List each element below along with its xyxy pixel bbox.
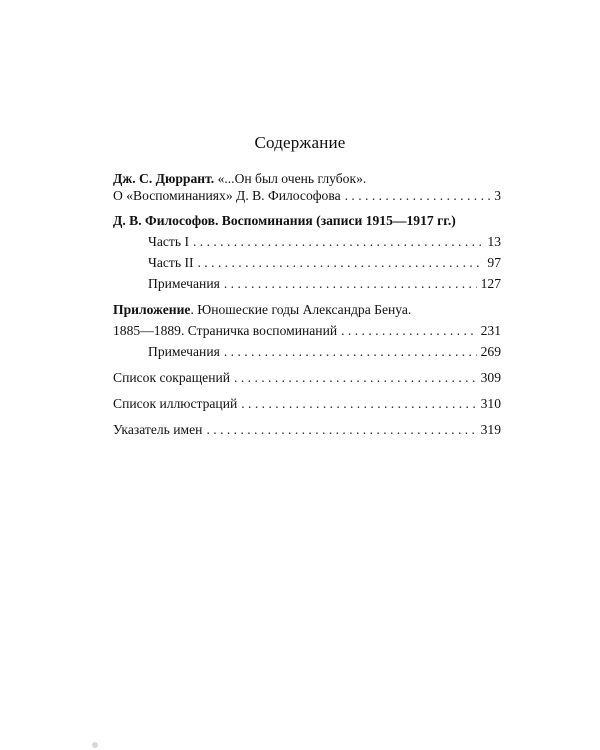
toc-page-number: 3 (494, 188, 501, 203)
toc-entry-label: Список сокращений (113, 370, 231, 385)
toc-entry-part-1[interactable] (113, 233, 501, 250)
toc-entry-filosofov-heading[interactable] (113, 212, 501, 229)
toc-entry-label: Примечания (148, 344, 220, 359)
toc-entry-label: Список иллюстраций (113, 396, 238, 411)
toc-entry-illustrations[interactable] (113, 395, 501, 412)
toc-entry-appendix-title: . Юношеские годы Александра Бенуа. (190, 302, 412, 317)
toc-entry-label: Примечания (148, 276, 220, 291)
toc-entry-index[interactable] (113, 421, 501, 438)
dot-leader (345, 187, 491, 204)
dot-leader (341, 322, 476, 339)
toc-page-number: 127 (480, 276, 501, 291)
dot-leader (241, 395, 476, 412)
toc-entry-label: Часть II (148, 255, 194, 270)
toc-entry-durrant-line1[interactable] (113, 170, 501, 187)
page-title: Содержание (254, 133, 346, 152)
toc-page-number: 13 (487, 234, 501, 249)
toc-page-number: 231 (480, 323, 501, 338)
toc-entry-durrant-title: «...Он был очень глубок». (217, 171, 367, 186)
toc-section-heading: Д. В. Философов. Воспоминания (записи 1915—1917 гг.) (113, 213, 456, 228)
toc-page-number: 310 (480, 396, 501, 411)
toc-entry-part-2[interactable] (113, 254, 501, 271)
toc-entry-notes-1[interactable] (113, 275, 501, 292)
table-of-contents (113, 170, 501, 438)
toc-entry-durrant-author: Дж. С. Дюррант. (113, 171, 215, 186)
toc-entry-label: Часть I (148, 234, 189, 249)
dot-leader (198, 254, 484, 271)
toc-entry-label: Указатель имен (113, 422, 203, 437)
toc-entry-appendix-subtitle: 1885—1889. Страничка воспоминаний (113, 323, 338, 338)
toc-page-number: 269 (480, 344, 501, 359)
toc-page-number: 319 (480, 422, 501, 437)
scan-mark (92, 742, 98, 748)
toc-entry-abbreviations[interactable] (113, 369, 501, 386)
toc-entry-notes-2[interactable] (113, 343, 501, 360)
toc-page-number: 97 (487, 255, 501, 270)
dot-leader (206, 421, 476, 438)
dot-leader (224, 275, 477, 292)
toc-entry-appendix-label: Приложение (113, 302, 191, 317)
toc-entry-appendix-line1[interactable] (113, 301, 501, 318)
toc-page-number: 309 (480, 370, 501, 385)
toc-entry-durrant-subtitle: О «Воспоминаниях» Д. В. Философова (113, 188, 341, 203)
toc-entry-appendix-line2[interactable] (113, 322, 501, 339)
dot-leader (193, 233, 483, 250)
toc-entry-durrant-line2[interactable] (113, 187, 501, 204)
dot-leader (224, 343, 477, 360)
dot-leader (234, 369, 477, 386)
